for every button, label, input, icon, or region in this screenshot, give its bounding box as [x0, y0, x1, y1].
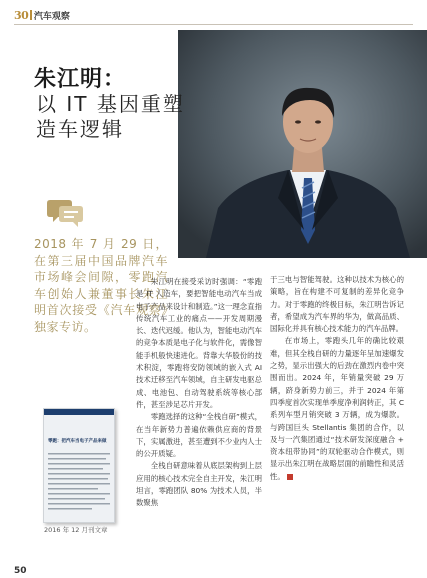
body-paragraph	[270, 335, 404, 483]
magazine-header	[14, 8, 70, 22]
body-column-2	[270, 274, 404, 483]
magazine-cover-thumbnail	[43, 408, 115, 523]
lead-quote: 2018 年 7 月 29 日，在第三届中国品牌汽车市场峰会间隙，零跑汽车创始人兼董事长朱江明首次接受《汽车观察》独家专访。	[34, 237, 168, 334]
body-paragraph: 朱江明在接受采访时强调：“零跑是 IT 人造车，要把智能电动汽车当成电子产品来设计和制造。”这一理念直指传统汽车工业的痛点——开发周期漫长、迭代迟缓。他认为，智能电动汽车的竞争本质是电子化与软件化，需像智能手机般快速进化。背靠大华股份的技术积淀，零跑将安防领域的嵌入式 AI 技术迁移至汽车领域，自主研发电驱总成、电池包、自动驾驶系统等核心部件，甚至涉足芯片开发。	[136, 277, 262, 409]
header-rule	[14, 24, 413, 25]
subtitle-line-1: 以 IT 基因重塑	[36, 92, 185, 116]
speech-bubbles-icon	[47, 197, 83, 229]
cover-band	[44, 409, 114, 415]
article-subtitle	[36, 92, 185, 142]
end-mark-icon	[287, 474, 293, 480]
issue-mark: 30	[14, 8, 29, 22]
cover-caption: 2016 年 12 月刊文章	[44, 526, 108, 534]
cover-headline: 零跑：把汽车当电子产品来做	[48, 439, 107, 444]
body-paragraph: 零跑选择的这种“全栈自研”模式，在当年新势力普遍依赖供应商的背景下，实属激进，甚至遭到不少业内人士的公开质疑。	[136, 412, 262, 459]
portrait-photo	[178, 30, 427, 258]
magazine-name: 汽车观察	[33, 11, 70, 22]
cover-text-lines	[48, 453, 110, 513]
article-title: 朱江明：	[34, 67, 127, 92]
body-paragraph: 全栈自研意味着从底层架构到上层应用的核心技术完全自主开发，朱江明坦言，零跑团队 80% 为技术人员，半数聚焦	[136, 461, 262, 508]
body-paragraph: 于三电与智能驾驶。这种以技术为核心的策略，旨在构建不可复制的差异化竞争力。对于零跑的终极目标，朱江明告诉记者，希望成为汽车界的华为，做高品质、国际化并具有核心技术能力的汽车品牌。	[270, 275, 404, 334]
body-column-1	[136, 276, 262, 510]
header-divider	[30, 10, 32, 20]
page-number: 50	[14, 566, 27, 576]
subtitle-line-2: 造车逻辑	[36, 117, 124, 141]
body-paragraph-text: 在市场上，零跑头几年的确比较艰难，但其全栈自研的力量逐年呈加速爆发之势，显示出强大的后劲在激烈内卷中突围而出。2024 年，年销量突破 29 万辆，跻身新势力前三，并于 2024 年第四季度首次实现单季度净利润转正，其 C 系列车型月销突破 3 万辆，成为爆款。与跨国巨头 Stellantis 集团的合作，以及与一汽集团通过“技术研发深度融合 + 资本纽带协同”的双轮驱动合作模式，则显示出朱江明在战略层面的前瞻性和灵活性。	[270, 336, 404, 481]
